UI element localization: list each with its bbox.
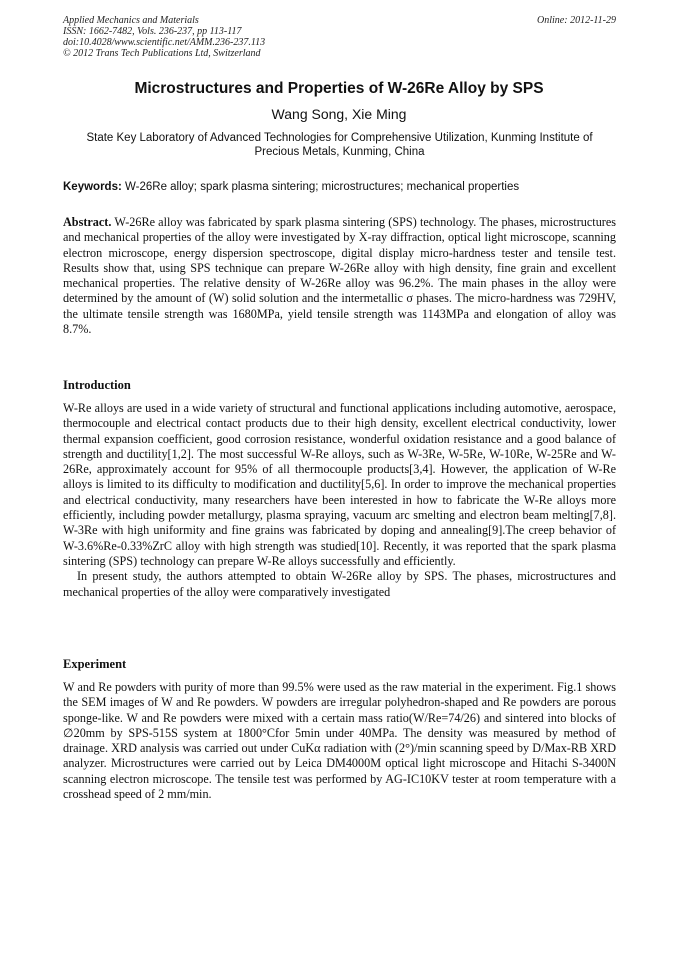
paper-authors: Wang Song, Xie Ming (271, 106, 407, 122)
introduction-paragraph-1: W-Re alloys are used in a wide variety of structural and functional applications including automotive, aerospace, thermocouple and electrical contact products due to their high density, excellent electrical conductivity, lower thermal expansion coefficient, good corrosion resistance, wonderful oxidation resistance and a good balance of strength and ductility[1,2]. The most successful W-Re alloys, such as W-3Re, W-5Re, W-10Re, W-25Re and W-26Re, approximately account for 95% of all thermocouple products[3,4]. However, the application of W-Re alloys is limited to its difficulty to modification and ductility[5,6]. In order to improve the mechanical properties and electrical conductivity, many researchers have been interested in how to fabricate the W-Re alloys more efficiently, including powder metallurgy, plasma spraying, vacuum arc smelting and electron beam melting[7,8]. W-3Re with high uniformity and fine grains was fabricated by doping and annealing[9].The creep behavior of W-3.6%Re-0.33%ZrC alloy with high strength was studied[10]. Recently, it was reported that the spark plasma sintering (SPS) technology can prepare W-Re alloys successfully and efficiently. (63, 401, 616, 568)
keywords-text: W-26Re alloy; spark plasma sintering; microstructures; mechanical properties (121, 181, 520, 193)
keywords (63, 180, 623, 194)
experiment-body (63, 680, 616, 802)
abstract (63, 215, 616, 337)
introduction-heading: Introduction (63, 378, 131, 392)
online-date: Online: 2012-11-29 (537, 15, 616, 26)
experiment-heading: Experiment (63, 657, 127, 671)
doi-line: doi:10.4028/www.scientific.net/AMM.236-237.113 (63, 37, 266, 48)
experiment-paragraph-1: W and Re powders with purity of more than 99.5% were used as the raw material in the experiment. Fig.1 shows the SEM images of W and Re powders. W powders are irregular polyhedron-shaped and Re powders are porous sponge-like. W and Re powders were mixed with a certain mass ratio(W/Re=74/26) and sintered into blocks of ∅20mm by SPS-515S system at 1800°Cfor 5min under 40MPa. The density was measured by method of drainage. XRD analysis was carried out under CuKα radiation with (2°)/min scanning speed by D/Max-RB XRD analyzer. Microstructures were carried out by Leica DM4000M optical light microscope and Hitachi S-3400N scanning electron microscope. The tensile test was performed by AG-IC10KV tester at room temperature with a crosshead speed of 2 mm/min. (63, 680, 616, 802)
keywords-label: Keywords: (63, 181, 122, 193)
abstract-label: Abstract. (63, 215, 112, 229)
author-affiliation: State Key Laboratory of Advanced Technologies for Comprehensive Utilization, Kunming Institute of Precious Metals, Kunming, China (86, 132, 593, 158)
introduction-body (63, 401, 616, 600)
journal-header (63, 15, 616, 59)
introduction-paragraph-2: In present study, the authors attempted to obtain W-26Re alloy by SPS. The phases, microstructures and mechanical properties of the alloy were comparatively investigated (63, 569, 616, 599)
issn-line: ISSN: 1662-7482, Vols. 236-237, pp 113-117 (63, 26, 242, 37)
copyright-line: © 2012 Trans Tech Publications Ltd, Switzerland (63, 48, 261, 59)
journal-name: Applied Mechanics and Materials (63, 15, 199, 26)
abstract-text: W-26Re alloy was fabricated by spark plasma sintering (SPS) technology. The phases, microstructures and mechanical properties of the alloy were investigated by X-ray diffraction, optical light microscope, scanning electron microscope, energy dispersion spectroscope, digital display micro-hardness tester and tensile test. Results show that, using SPS technique can prepare W-26Re alloy with high density, fine grain and excellent mechanical properties. The relative density of W-26Re alloy was 96.2%. The main phases in the alloy were determined by the amount of (W) solid solution and the intermetallic σ phases. The micro-hardness was 729HV, the ultimate tensile strength was 1680MPa, yield tensile strength was 1143MPa and elongation of alloy was 8.7%. (63, 215, 616, 337)
paper-title: Microstructures and Properties of W-26Re Alloy by SPS (134, 80, 544, 97)
